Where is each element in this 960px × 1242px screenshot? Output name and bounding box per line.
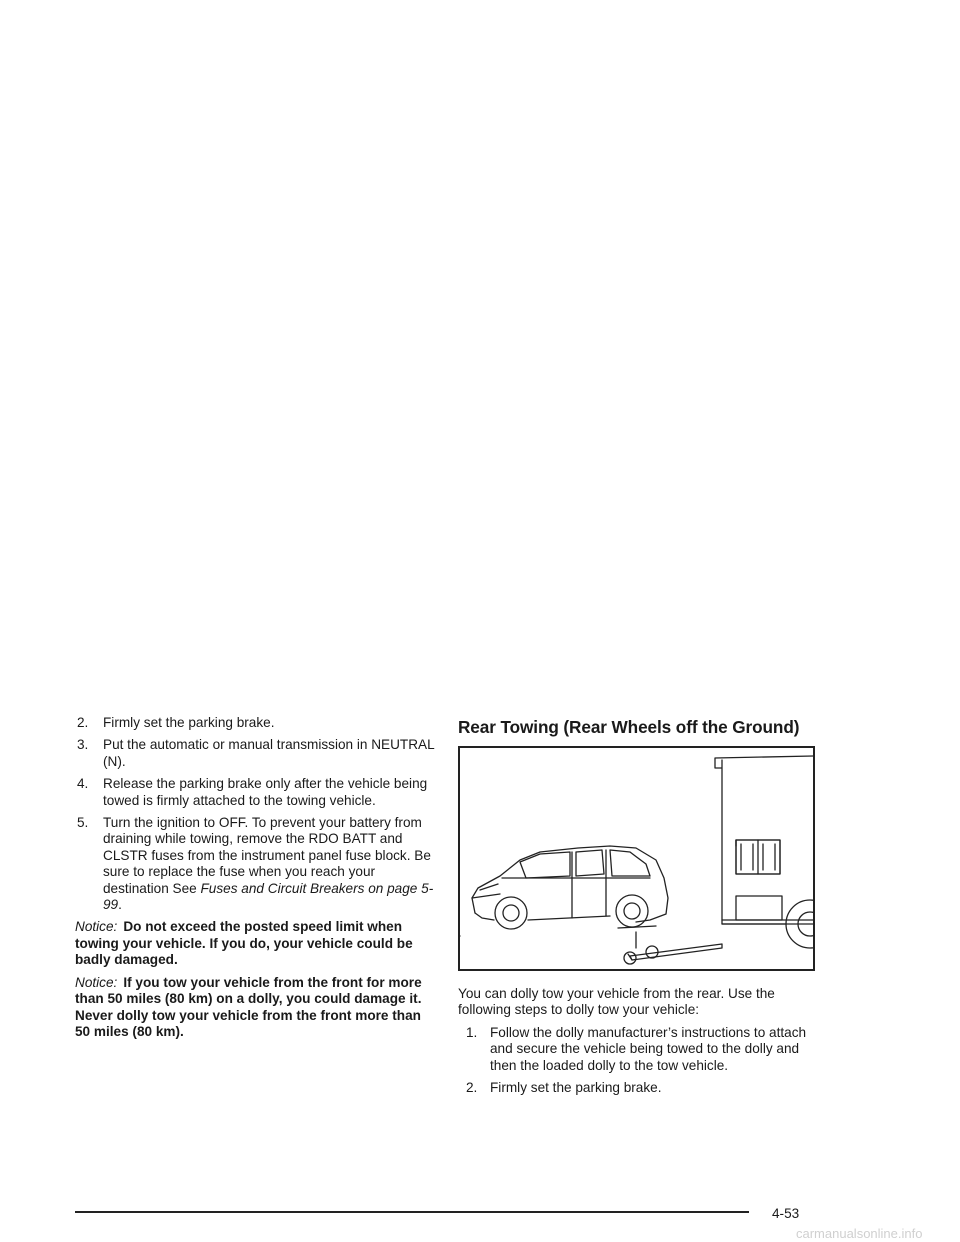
step-item — [458, 1080, 816, 1096]
right-column — [458, 986, 816, 1102]
tow-bar — [630, 944, 722, 960]
step-text-tail: . — [118, 897, 122, 913]
step-number: 2. — [77, 715, 89, 730]
suv-door-lines — [572, 850, 606, 918]
step-text: Firmly set the parking brake. — [490, 1080, 662, 1096]
step-text: Release the parking brake only after the vehicle being towed is firmly attached to the towing vehicle. — [103, 776, 428, 808]
step-text-main: Turn the ignition to OFF. To prevent your battery from draining while towing, remove the RDO BATT and CLSTR fuses from the instrument panel fuse block. Be sure to replace the fuse when you reach your destination See — [103, 815, 431, 896]
step-number: 5. — [77, 815, 89, 831]
dolly-tow-drawing — [460, 748, 813, 969]
footer-rule — [75, 1211, 749, 1213]
left-column — [75, 715, 435, 1046]
notice-label: Notice: — [75, 919, 118, 935]
step-number: 4. — [77, 776, 89, 792]
step-text: Follow the dolly manufacturer’s instructions to attach and secure the vehicle being towed to the dolly and then the loaded dolly to the tow vehicle. — [490, 1024, 807, 1073]
intro-paragraph: You can dolly tow your vehicle from the rear. Use the following steps to dolly tow your vehicle: — [458, 986, 775, 1018]
step-item — [75, 715, 435, 731]
step-item — [75, 776, 435, 809]
step-number: 1. — [466, 1024, 478, 1040]
towing-illustration — [458, 746, 815, 971]
step-text — [103, 815, 435, 913]
notice-label: Notice: — [75, 974, 118, 990]
watermark: carmanualsonline.info — [796, 1226, 923, 1241]
fuses-cross-reference-link[interactable]: Fuses and Circuit Breakers on page 5-99 — [103, 880, 434, 913]
notice-distance — [75, 975, 435, 1041]
suv-windows — [520, 852, 570, 878]
notice-text: If you tow your vehicle from the front for more than 50 miles (80 km) on a dolly, you could damage it. Never dolly tow your vehicle from the front more than 50 miles (80 km). — [75, 974, 422, 1039]
section-heading: Rear Towing (Rear Wheels off the Ground) — [458, 717, 800, 737]
page-number: 4-53 — [772, 1206, 800, 1221]
notice-text: Do not exceed the posted speed limit when towing your vehicle. If you do, your vehicle could be badly damaged. — [75, 919, 413, 968]
step-item — [458, 1025, 816, 1074]
suv-rear-wheel — [616, 895, 648, 927]
step-number: 2. — [466, 1080, 478, 1096]
step-text: Firmly set the parking brake. — [103, 715, 275, 730]
dolly-frame — [618, 926, 656, 948]
step-item — [75, 815, 435, 913]
notice-speed-limit — [75, 919, 435, 968]
step-text: Put the automatic or manual transmission in NEUTRAL (N). — [103, 737, 435, 769]
suv-front-wheel — [495, 897, 527, 929]
step-number: 3. — [77, 737, 89, 753]
step-item — [75, 737, 435, 770]
